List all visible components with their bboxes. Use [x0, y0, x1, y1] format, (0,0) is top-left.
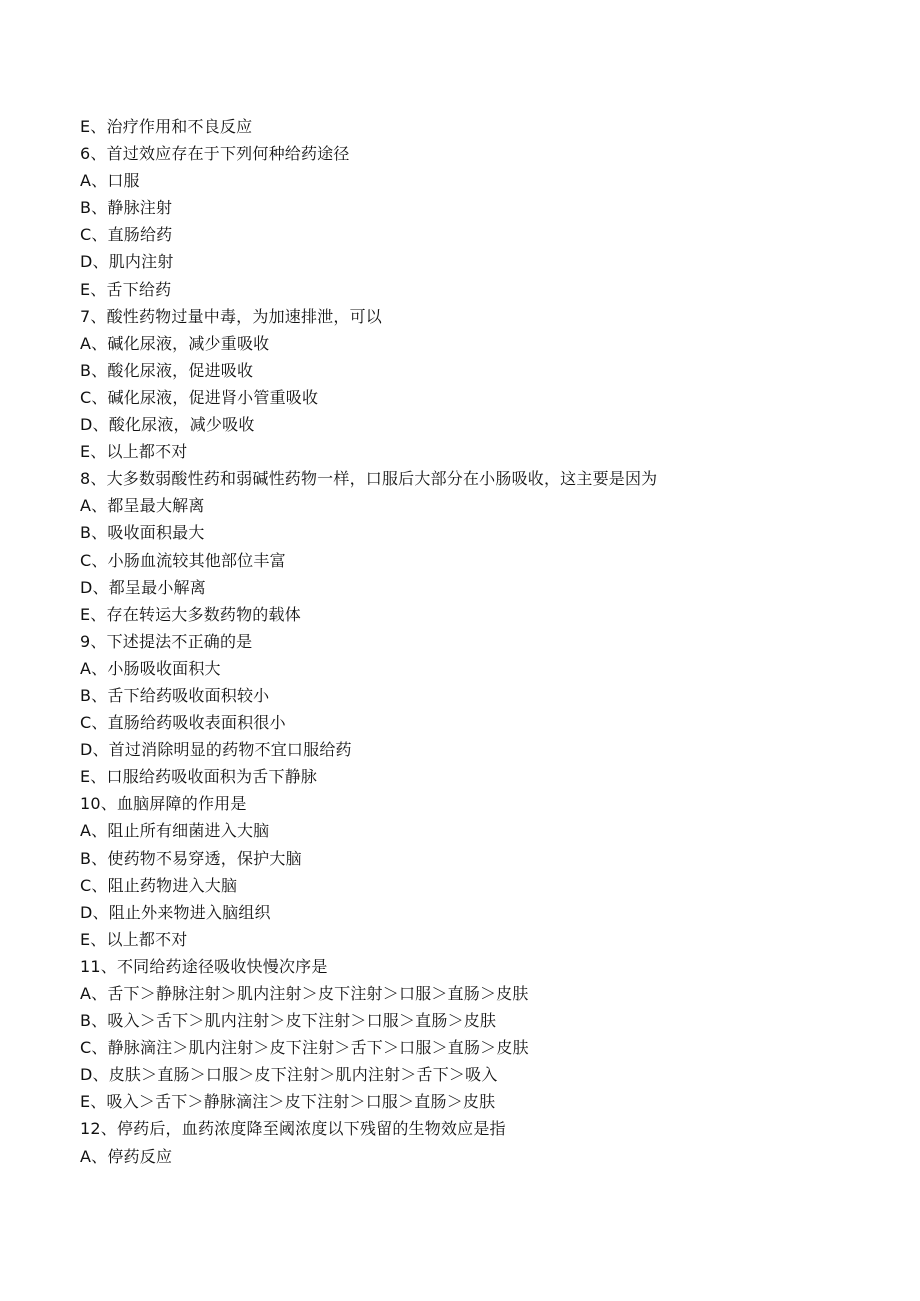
question-line: 10、血脑屏障的作用是 — [80, 794, 247, 814]
question-list — [80, 113, 880, 1170]
question-line: 7、酸性药物过量中毒，为加速排泄，可以 — [80, 306, 382, 326]
option-line: D、阻止外来物进入脑组织 — [80, 902, 271, 922]
option-line: C、直肠给药 — [80, 225, 173, 245]
question-line: 12、停药后，血药浓度降至阈浓度以下残留的生物效应是指 — [80, 1119, 506, 1139]
option-line: B、静脉注射 — [80, 198, 173, 218]
option-line: A、阻止所有细菌进入大脑 — [80, 821, 270, 841]
option-line: B、吸收面积最大 — [80, 523, 205, 543]
text-line: E、治疗作用和不良反应 — [80, 117, 253, 136]
option-line: A、碱化尿液，减少重吸收 — [80, 333, 270, 353]
option-line: E、存在转运大多数药物的载体 — [80, 604, 301, 624]
option-line: C、静脉滴注＞肌内注射＞皮下注射＞舌下＞口服＞直肠＞皮肤 — [80, 1038, 529, 1058]
option-line: C、直肠给药吸收表面积很小 — [80, 713, 286, 733]
question-line: 8、大多数弱酸性药和弱碱性药物一样，口服后大部分在小肠吸收，这主要是因为 — [80, 469, 658, 489]
option-line: D、皮肤＞直肠＞口服＞皮下注射＞肌内注射＞舌下＞吸入 — [80, 1065, 498, 1085]
question-line: 9、下述提法不正确的是 — [80, 631, 253, 651]
option-line: E、以上都不对 — [80, 442, 188, 462]
option-line: E、口服给药吸收面积为舌下静脉 — [80, 767, 318, 787]
question-line: 6、首过效应存在于下列何种给药途径 — [80, 144, 350, 164]
option-line: A、小肠吸收面积大 — [80, 658, 221, 678]
option-line: C、小肠血流较其他部位丰富 — [80, 550, 286, 570]
option-line: C、碱化尿液，促进肾小管重吸收 — [80, 387, 319, 407]
option-line: A、舌下＞静脉注射＞肌内注射＞皮下注射＞口服＞直肠＞皮肤 — [80, 984, 529, 1003]
option-line: A、口服 — [80, 171, 140, 191]
option-line: D、首过消除明显的药物不宜口服给药 — [80, 740, 352, 760]
option-line: B、舌下给药吸收面积较小 — [80, 685, 270, 705]
question-line: 11、不同给药途径吸收快慢次序是 — [80, 956, 328, 976]
option-line: D、肌内注射 — [80, 252, 174, 272]
option-line: B、使药物不易穿透，保护大脑 — [80, 848, 302, 868]
option-line: A、停药反应 — [80, 1146, 173, 1166]
option-line: B、酸化尿液，促进吸收 — [80, 360, 254, 380]
option-line: C、阻止药物进入大脑 — [80, 875, 238, 895]
option-line: E、以上都不对 — [80, 929, 188, 949]
option-line: D、酸化尿液，减少吸收 — [80, 415, 255, 435]
option-line: A、都呈最大解离 — [80, 496, 205, 516]
option-line: D、都呈最小解离 — [80, 577, 206, 597]
option-line: E、舌下给药 — [80, 279, 172, 299]
option-line: B、吸入＞舌下＞肌内注射＞皮下注射＞口服＞直肠＞皮肤 — [80, 1011, 497, 1031]
option-line: E、吸入＞舌下＞静脉滴注＞皮下注射＞口服＞直肠＞皮肤 — [80, 1092, 496, 1112]
